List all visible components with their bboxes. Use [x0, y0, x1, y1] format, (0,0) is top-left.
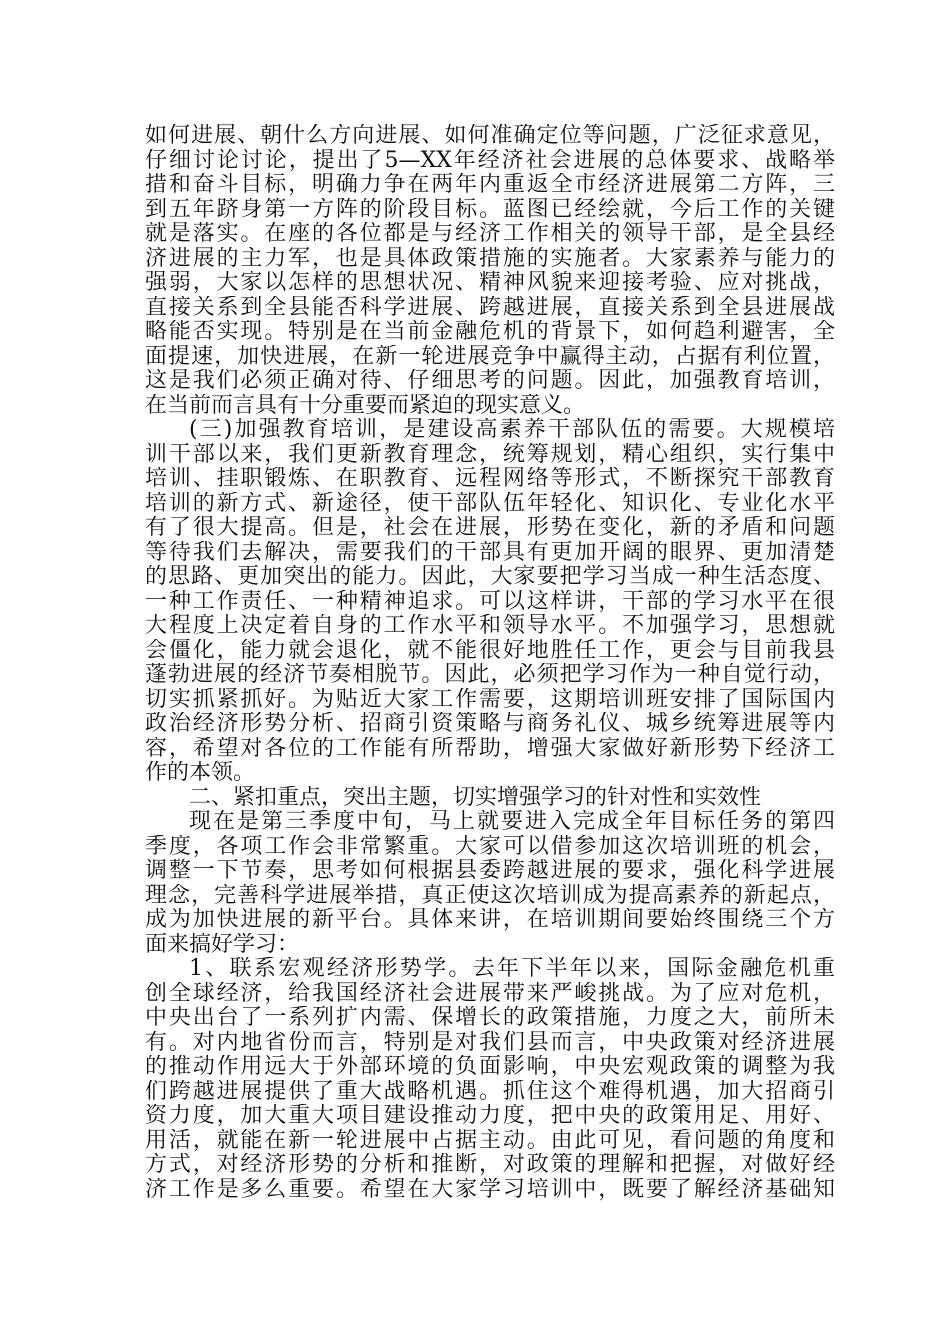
text-line: 理念，完善科学进展举措，真正使这次培训成为提高素养的新起点， — [145, 883, 835, 908]
text-line: 如何进展、朝什么方向进展、如何准确定位等问题，广泛征求意见， — [145, 124, 835, 148]
text-line: 切实抓紧抓好。为贴近大家工作需要，这期培训班安排了国际国内 — [145, 687, 835, 712]
text-line: 在当前而言具有十分重要而紧迫的现实意义。 — [145, 393, 586, 418]
text-line: 济进展的主力军，也是具体政策措施的实施者。大家素养与能力的 — [145, 246, 835, 271]
text-line: 等待我们去解决，需要我们的干部具有更加开阔的眼界、更加清楚 — [145, 540, 835, 565]
text-line: 直接关系到全县能否科学进展、跨越进展，直接关系到全县进展战 — [145, 295, 835, 320]
text-line: 作的本领。 — [145, 761, 256, 785]
text-line: 现在是第三季度中旬，马上就要进入完成全年目标任务的第四 — [189, 810, 835, 834]
text-line: 政治经济形势分析、招商引资策略与商务礼仪、城乡统筹进展等内 — [145, 712, 835, 736]
text-line: 训干部以来，我们更新教育理念，统筹规划，精心组织，实行集中 — [145, 442, 835, 467]
text-line: 有了很大提高。但是，社会在进展，形势在变化，新的矛盾和问题 — [145, 516, 835, 540]
text-line: 的推动作用远大于外部环境的负面影响，中央宏观政策的调整为我 — [145, 1055, 835, 1079]
section-heading: 二、紧扣重点，突出主题，切实增强学习的针对性和实效性 — [189, 785, 762, 810]
text-line: 1、联系宏观经济形势学。去年下半年以来，国际金融危机重 — [189, 957, 835, 981]
text-line: 仔细讨论讨论，提出了5—XX年经济社会进展的总体要求、战略举 — [145, 148, 835, 173]
text-line: 资力度，加大重大项目建设推动力度，把中央的政策用足、用好、 — [145, 1104, 835, 1128]
text-line: 蓬勃进展的经济节奏相脱节。因此，必须把学习作为一种自觉行动， — [145, 663, 835, 687]
text-line: 季度，各项工作会非常繁重。大家可以借参加这次培训班的机会， — [145, 834, 835, 859]
text-line: 调整一下节奏，思考如何根据县委跨越进展的要求，强化科学进展 — [145, 859, 835, 883]
text-line: 培训、挂职锻炼、在职教育、远程网络等形式，不断探究干部教育 — [145, 467, 835, 491]
text-line: 有。对内地省份而言，特别是对我们县而言，中央政策对经济进展 — [145, 1030, 835, 1055]
text-line: 到五年跻身第一方阵的阶段目标。蓝图已经绘就，今后工作的关键 — [145, 197, 835, 222]
text-line: 略能否实现。特别是在当前金融危机的背景下，如何趋利避害，全 — [145, 320, 835, 344]
text-line: 方式，对经济形势的分析和推断，对政策的理解和把握，对做好经 — [145, 1153, 835, 1177]
text-line: 强弱，大家以怎样的思想状况、精神风貌来迎接考验、应对挑战， — [145, 271, 835, 295]
text-line: 大程度上决定着自身的工作水平和领导水平。不加强学习，思想就 — [145, 614, 835, 638]
text-line: 济工作是多么重要。希望在大家学习培训中，既要了解经济基础知 — [145, 1177, 835, 1202]
text-line: 措和奋斗目标，明确力争在两年内重返全市经济进展第二方阵，三 — [145, 173, 835, 197]
text-line: 这是我们必须正确对待、仔细思考的问题。因此，加强教育培训， — [145, 369, 835, 393]
text-line: 容，希望对各位的工作能有所帮助，增强大家做好新形势下经济工 — [145, 736, 835, 761]
text-line: 面提速，加快进展，在新一轮进展竞争中赢得主动，占据有利位置， — [145, 344, 835, 369]
document-body — [145, 124, 835, 1202]
text-line: (三)加强教育培训，是建设高素养干部队伍的需要。大规模培 — [189, 418, 835, 442]
text-line: 中央出台了一系列扩内需、保增长的政策措施，力度之大，前所未 — [145, 1006, 835, 1030]
text-line: 用活，就能在新一轮进展中占据主动。由此可见，看问题的角度和 — [145, 1128, 835, 1153]
text-line: 面来搞好学习： — [145, 932, 300, 957]
text-line: 创全球经济，给我国经济社会进展带来严峻挑战。为了应对危机， — [145, 981, 835, 1006]
text-line: 们跨越进展提供了重大战略机遇。抓住这个难得机遇，加大招商引 — [145, 1079, 835, 1104]
text-line: 就是落实。在座的各位都是与经济工作相关的领导干部，是全县经 — [145, 222, 835, 246]
text-line: 会僵化，能力就会退化，就不能很好地胜任工作，更会与目前我县 — [145, 638, 835, 663]
text-line: 一种工作责任、一种精神追求。可以这样讲，干部的学习水平在很 — [145, 589, 835, 614]
text-line: 成为加快进展的新平台。具体来讲，在培训期间要始终围绕三个方 — [145, 908, 835, 932]
text-line: 的思路、更加突出的能力。因此，大家要把学习当成一种生活态度、 — [145, 565, 835, 589]
text-line: 培训的新方式、新途径，使干部队伍年轻化、知识化、专业化水平 — [145, 491, 835, 516]
